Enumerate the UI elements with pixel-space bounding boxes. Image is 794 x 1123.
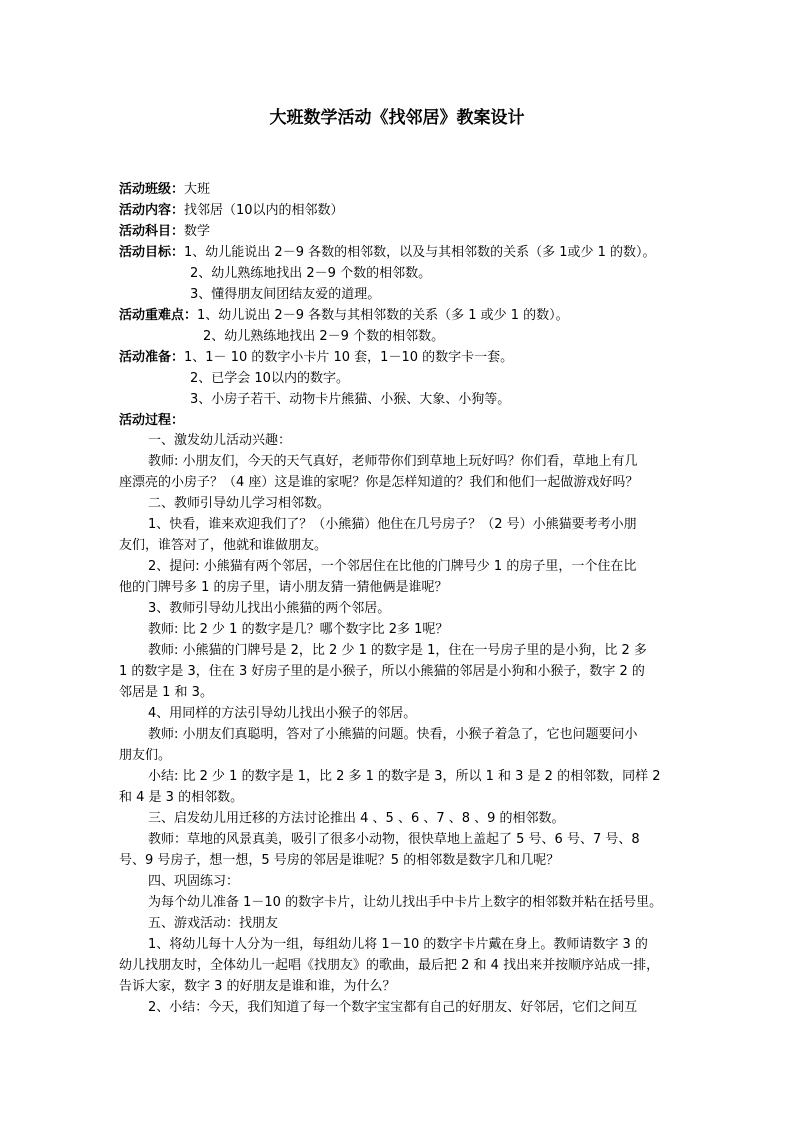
process-line: 教师：草地的风景真美，吸引了很多小动物，很快草地上盖起了 5 号、6 号、7 号、8 bbox=[148, 832, 640, 847]
process-line: 2、提问: 小熊猫有两个邻居，一个邻居住在比他的门牌号少 1 的房子里，一个住在比 bbox=[148, 559, 637, 574]
process-line: 友们，谁答对了，他就和谁做朋友。 bbox=[119, 538, 328, 553]
process-line: 小结: 比 2 少 1 的数字是 1，比 2 多 1 的数字是 3，所以 1 和 3 是 2 的相邻数，同样 2 bbox=[148, 769, 661, 784]
process-line: 朋友们。 bbox=[119, 748, 172, 763]
key-points-label: 活动重难点： bbox=[119, 308, 198, 323]
prep-item: 3、小房子若干、动物卡片熊猫、小猴、大象、小狗等。 bbox=[190, 392, 511, 407]
process-line: 三、启发幼儿用迁移的方法讨论推出 4 、5 、6 、7 、8 、9 的相邻数。 bbox=[148, 811, 565, 826]
process-line: 四、巩固练习： bbox=[148, 874, 240, 889]
subject-row bbox=[119, 222, 210, 242]
goal-item: 3、懂得朋友间团结友爱的道理。 bbox=[190, 287, 381, 302]
content-value: 找邻居（10以内的相邻数） bbox=[184, 203, 344, 218]
class-value: 大班 bbox=[184, 182, 211, 197]
class-row bbox=[119, 180, 210, 200]
process-line: 教师: 小熊猫的门牌号是 2，比 2 少 1 的数字是 1，住在一号房子里的是小狗，比 2 多 bbox=[148, 643, 647, 658]
process-line: 他的门牌号多 1 的房子里，请小朋友猜一猜他俩是谁呢？ bbox=[119, 580, 448, 595]
process-line: 教师: 小朋友们真聪明，答对了小熊猫的问题。快看，小猴子着急了，它也问题要问小 bbox=[148, 727, 638, 742]
process-line: 1、将幼儿每十人分为一组，每组幼儿将 1－10 的数字卡片戴在身上。教师请数字 3 的 bbox=[148, 937, 648, 952]
prep-label: 活动准备： bbox=[119, 350, 185, 365]
process-label: 活动过程： bbox=[119, 413, 185, 428]
process-line: 和 4 是 3 的相邻数。 bbox=[119, 790, 244, 805]
process-line: 4、用同样的方法引导幼儿找出小猴子的邻居。 bbox=[148, 706, 417, 721]
goal-item: 2、幼儿熟练地找出 2－9 个数的相邻数。 bbox=[190, 266, 432, 281]
goals-label: 活动目标： bbox=[119, 245, 185, 260]
content-label: 活动内容： bbox=[119, 203, 185, 218]
process-line: 为每个幼儿准备 1－10 的数字卡片，让幼儿找出手中卡片上数字的相邻数并粘在括号里。 bbox=[148, 895, 663, 910]
subject-label: 活动科目： bbox=[119, 224, 185, 239]
process-line: 1、快看，谁来欢迎我们了？（小熊猫）他住在几号房子？（2 号）小熊猫要考考小朋 bbox=[148, 517, 637, 532]
prep-item: 1、1－ 10 的数字小卡片 10 套，1－10 的数字卡一套。 bbox=[184, 350, 514, 365]
process-line: 2、小结：今天，我们知道了每一个数字宝宝都有自己的好朋友、好邻居，它们之间互 bbox=[148, 1000, 638, 1015]
process-line: 教师: 小朋友们，今天的天气真好，老师带你们到草地上玩好吗？你们看，草地上有几 bbox=[148, 454, 638, 469]
key-points-row bbox=[119, 306, 569, 326]
document-title: 大班数学活动《找邻居》教案设计 bbox=[269, 108, 525, 128]
process-line: 幼儿找朋友时，全体幼儿一起唱《找朋友》的歌曲，最后把 2 和 4 找出来并按顺序站成一排， bbox=[119, 958, 660, 973]
process-line: 五、游戏活动：找朋友 bbox=[148, 916, 279, 931]
process-line: 3、教师引导幼儿找出小熊猫的两个邻居。 bbox=[148, 601, 391, 616]
goals-row bbox=[119, 243, 656, 263]
goal-item: 1、幼儿能说出 2－9 各数的相邻数，以及与其相邻数的关系（多 1或少 1 的数）。 bbox=[184, 245, 656, 260]
process-line: 一、激发幼儿活动兴趣： bbox=[148, 433, 292, 448]
prep-item: 2、已学会 10以内的数字。 bbox=[190, 371, 349, 386]
content-row bbox=[119, 201, 344, 221]
key-point-item: 1、幼儿说出 2－9 各数与其相邻数的关系（多 1 或少 1 的数）。 bbox=[197, 308, 569, 323]
prep-row bbox=[119, 348, 513, 368]
process-line: 教师: 比 2 少 1 的数字是几？哪个数字比 2多 1呢？ bbox=[148, 622, 449, 637]
class-label: 活动班级： bbox=[119, 182, 185, 197]
process-line: 告诉大家，数字 3 的好朋友是谁和谁，为什么？ bbox=[119, 979, 396, 994]
process-line: 1 的数字是 3，住在 3 好房子里的是小猴子，所以小熊猫的邻居是小狗和小猴子，数字 2 的 bbox=[119, 664, 645, 679]
subject-value: 数学 bbox=[184, 224, 211, 239]
process-line: 邻居是 1 和 3。 bbox=[119, 685, 213, 700]
key-point-item: 2、幼儿熟练地找出 2－9 个数的相邻数。 bbox=[203, 329, 445, 344]
process-line: 座漂亮的小房子？（4 座）这是谁的家呢？你是怎样知道的？我们和他们一起做游戏好吗？ bbox=[119, 475, 639, 490]
process-line: 二、教师引导幼儿学习相邻数。 bbox=[148, 496, 331, 511]
process-line: 号、9 号房子，想一想，5 号房的邻居是谁呢？5 的相邻数是数字几和几呢？ bbox=[119, 853, 560, 868]
